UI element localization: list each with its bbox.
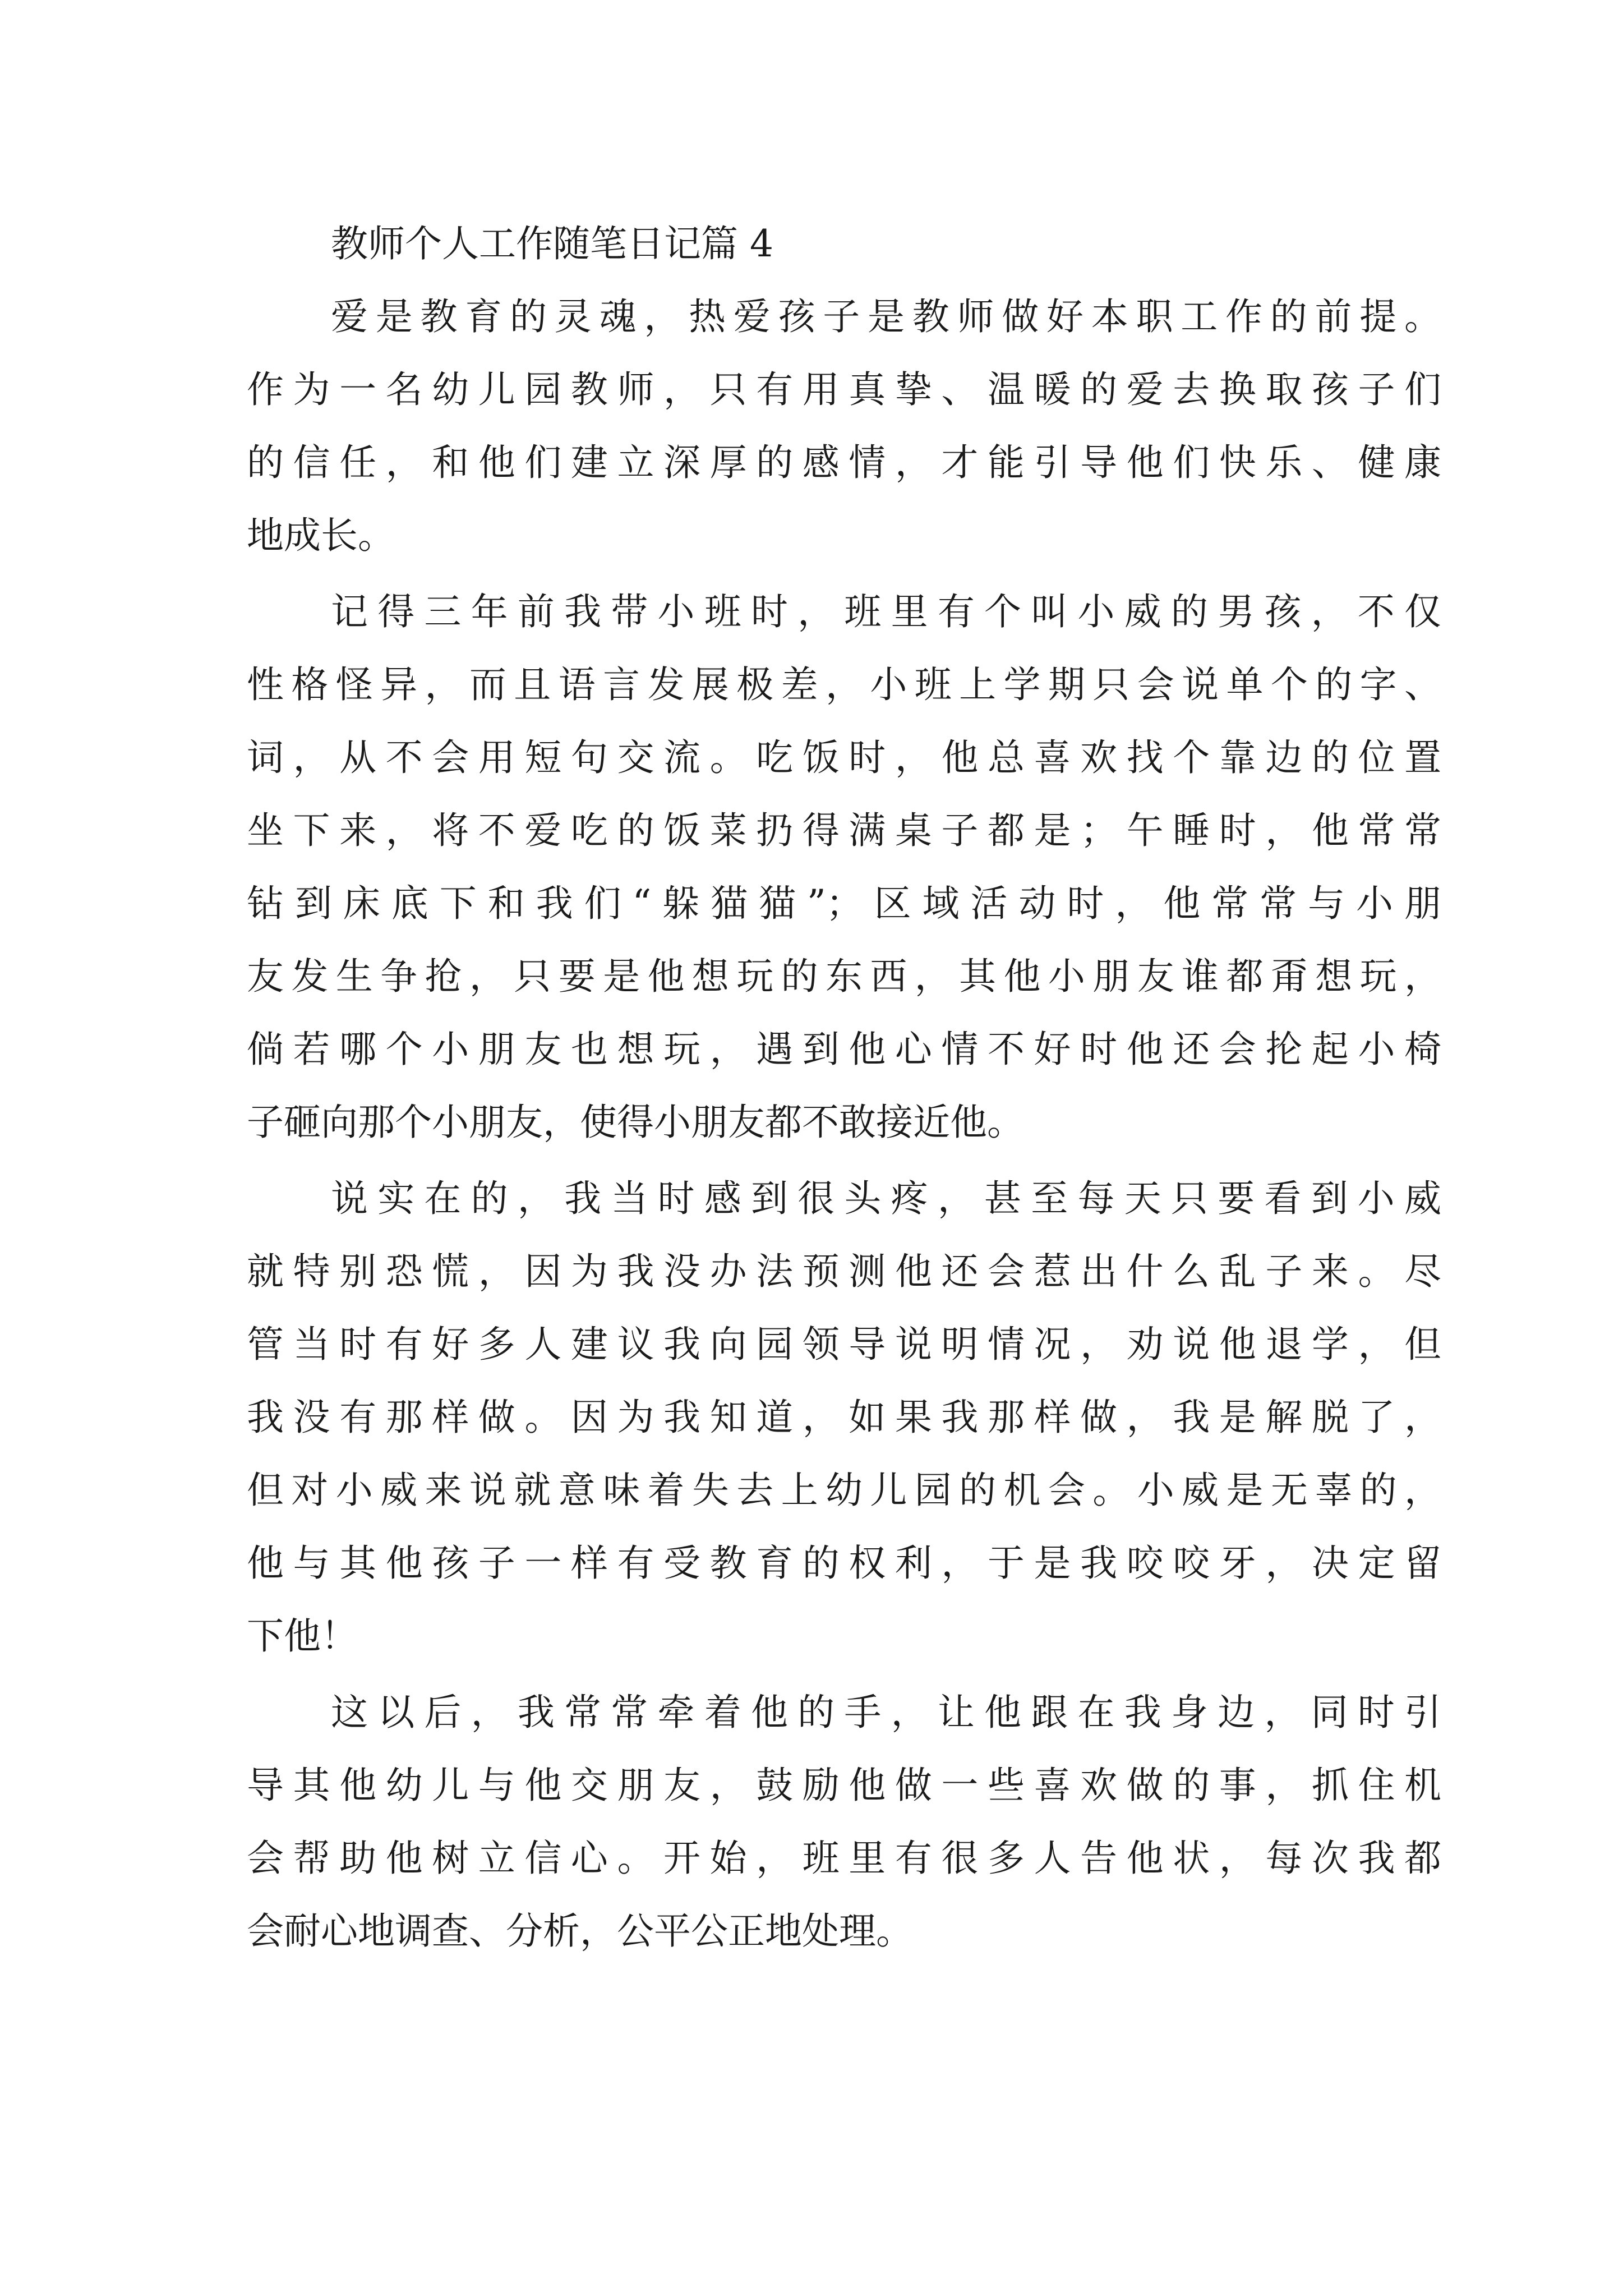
paragraph-line: 管当时有好多人建议我向园领导说明情况，劝说他退学，但 — [247, 1323, 1441, 1366]
paragraph-line: 倘若哪个小朋友也想玩，遇到他心情不好时他还会抡起小椅 — [247, 1028, 1441, 1071]
paragraph-3 — [247, 1162, 1441, 1673]
paragraph-line: 子砸向那个小朋友，使得小朋友都不敢接近他。 — [247, 1101, 1024, 1144]
paragraph-line: 导其他幼儿与他交朋友，鼓励他做一些喜欢做的事，抓住机 — [247, 1764, 1441, 1807]
paragraph-line: 作为一名幼儿园教师，只有用真挚、温暖的爱去换取孩子们 — [247, 368, 1441, 411]
paragraph-line: 的信任，和他们建立深厚的感情，才能引导他们快乐、健康 — [247, 441, 1441, 484]
paragraph-line: 但对小威来说就意味着失去上幼儿园的机会。小威是无辜的， — [247, 1469, 1441, 1512]
paragraph-1 — [247, 280, 1441, 572]
paragraph-line: 会帮助他树立信心。开始，班里有很多人告他状，每次我都 — [247, 1837, 1441, 1880]
paragraph-line: 这以后，我常常牵着他的手，让他跟在我身边，同时引 — [331, 1691, 1441, 1734]
document-title: 教师个人工作随笔日记篇 4 — [331, 222, 773, 265]
paragraph-line: 坐下来，将不爱吃的饭菜扔得满桌子都是；午睡时，他常常 — [247, 809, 1441, 852]
paragraph-4 — [247, 1676, 1441, 1968]
paragraph-2 — [247, 576, 1441, 1159]
paragraph-line: 爱是教育的灵魂，热爱孩子是教师做好本职工作的前提。 — [331, 295, 1441, 338]
paragraph-line: 下他！ — [247, 1614, 358, 1658]
paragraph-line: 友发生争抢，只要是他想玩的东西，其他小朋友谁都甭想玩， — [247, 955, 1441, 998]
paragraph-line: 词，从不会用短句交流。吃饭时，他总喜欢找个靠边的位置 — [247, 736, 1441, 779]
paragraph-line: 他与其他孩子一样有受教育的权利，于是我咬咬牙，决定留 — [247, 1542, 1441, 1585]
paragraph-line: 会耐心地调查、分析，公平公正地处理。 — [247, 1910, 913, 1953]
paragraph-line: 性格怪异，而且语言发展极差，小班上学期只会说单个的字、 — [247, 663, 1441, 706]
paragraph-line: 说实在的，我当时感到很头疼，甚至每天只要看到小威 — [331, 1177, 1441, 1220]
paragraph-line: 就特别恐慌，因为我没办法预测他还会惹出什么乱子来。尽 — [247, 1250, 1441, 1293]
paragraph-line: 我没有那样做。因为我知道，如果我那样做，我是解脱了， — [247, 1396, 1441, 1439]
document-body — [247, 208, 1441, 1968]
paragraph-line: 地成长。 — [247, 514, 395, 557]
paragraph-line: 钻到床底下和我们“躲猫猫”；区域活动时，他常常与小朋 — [247, 882, 1441, 925]
paragraph-line: 记得三年前我带小班时，班里有个叫小威的男孩，不仅 — [331, 590, 1441, 633]
